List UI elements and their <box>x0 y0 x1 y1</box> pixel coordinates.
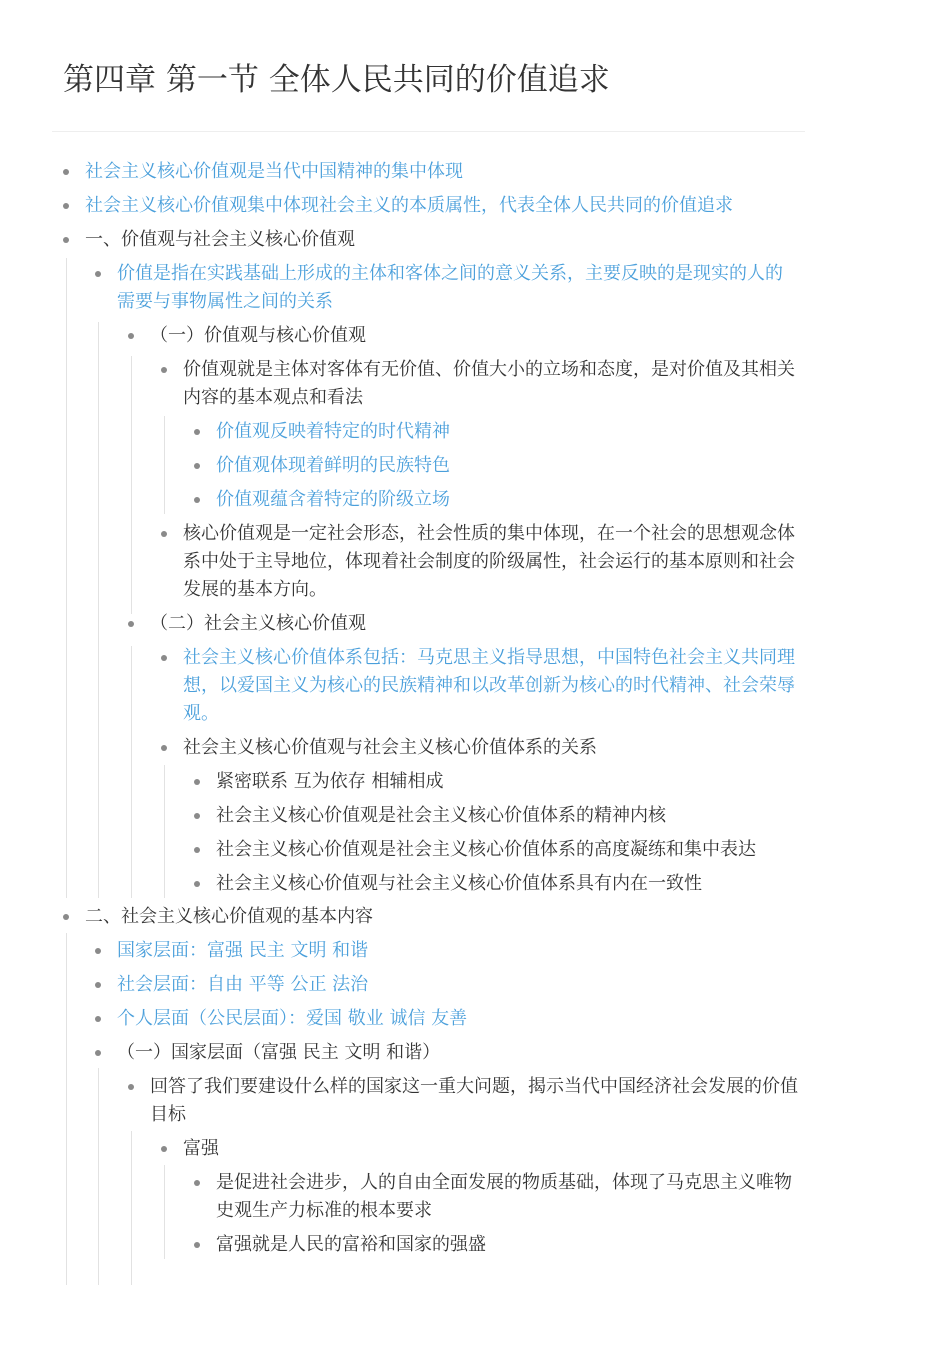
tree-guide-line <box>66 258 67 898</box>
bullet-dot <box>161 1146 167 1152</box>
tree-guide-line <box>164 765 165 898</box>
bullet-dot <box>128 333 134 339</box>
bullet-dot <box>161 367 167 373</box>
bullet-dot <box>161 655 167 661</box>
list-item[interactable]: 社会主义核心价值观集中体现社会主义的本质属性，代表全体人民共同的价值追求 <box>85 195 733 216</box>
list-item[interactable]: 社会主义核心价值观与社会主义核心价值体系的关系 <box>183 737 597 758</box>
bullet-dot <box>194 497 200 503</box>
tree-guide-line <box>131 356 132 614</box>
list-item[interactable]: 是促进社会进步，人的自由全面发展的物质基础，体现了马克思主义唯物史观生产力标准的根本要求 <box>216 1172 792 1221</box>
list-item[interactable]: 价值观就是主体对客体有无价值、价值大小的立场和态度，是对价值及其相关内容的基本观点和看法 <box>183 359 795 408</box>
tree-guide-line <box>164 416 165 514</box>
bullet-dot <box>95 1050 101 1056</box>
bullet-dot <box>194 779 200 785</box>
bullet-dot <box>194 1242 200 1248</box>
list-item[interactable]: 核心价值观是一定社会形态，社会性质的集中体现，在一个社会的思想观念体系中处于主导地位，体现着社会制度的阶级属性，社会运行的基本原则和社会发展的基本方向。 <box>183 523 795 600</box>
bullet-dot <box>63 169 69 175</box>
bullet-dot <box>161 531 167 537</box>
bullet-dot <box>95 982 101 988</box>
bullet-dot <box>95 271 101 277</box>
list-item[interactable]: 紧密联系 互为依存 相辅相成 <box>216 771 444 792</box>
list-item[interactable]: 社会层面：自由 平等 公正 法治 <box>117 974 369 995</box>
tree-guide-line <box>98 322 99 898</box>
list-item[interactable]: 价值是指在实践基础上形成的主体和客体之间的意义关系，主要反映的是现实的人的需要与事物属性之间的关系 <box>117 263 783 312</box>
tree-guide-line <box>131 1131 132 1285</box>
list-item[interactable]: 社会主义核心价值体系包括：马克思主义指导思想，中国特色社会主义共同理想，以爱国主义为核心的民族精神和以改革创新为核心的时代精神、社会荣辱观。 <box>183 647 795 724</box>
list-item[interactable]: 价值观反映着特定的时代精神 <box>216 421 450 442</box>
title-divider <box>52 131 805 132</box>
bullet-dot <box>95 1016 101 1022</box>
list-item[interactable]: 价值观体现着鲜明的民族特色 <box>216 455 450 476</box>
page-title: 第四章 第一节 全体人民共同的价值追求 <box>63 62 610 98</box>
tree-guide-line <box>66 933 67 1285</box>
bullet-dot <box>194 463 200 469</box>
list-item[interactable]: （一）价值观与核心价值观 <box>150 325 366 346</box>
bullet-dot <box>194 813 200 819</box>
bullet-dot <box>128 1084 134 1090</box>
bullet-dot <box>194 881 200 887</box>
list-item[interactable]: 一、价值观与社会主义核心价值观 <box>85 229 355 250</box>
bullet-dot <box>194 1180 200 1186</box>
list-item[interactable]: 价值观蕴含着特定的阶级立场 <box>216 489 450 510</box>
tree-guide-line <box>131 646 132 898</box>
list-item[interactable]: 回答了我们要建设什么样的国家这一重大问题，揭示当代中国经济社会发展的价值目标 <box>150 1076 798 1125</box>
tree-guide-line <box>164 1165 165 1259</box>
bullet-dot <box>128 621 134 627</box>
bullet-dot <box>194 429 200 435</box>
bullet-dot <box>63 237 69 243</box>
list-item[interactable]: 社会主义核心价值观是社会主义核心价值体系的高度凝练和集中表达 <box>216 839 756 860</box>
list-item[interactable]: （二）社会主义核心价值观 <box>150 613 366 634</box>
list-item[interactable]: 富强 <box>183 1138 219 1159</box>
list-item[interactable]: （一）国家层面（富强 民主 文明 和谐） <box>117 1042 441 1063</box>
list-item[interactable]: 二、社会主义核心价值观的基本内容 <box>85 906 373 927</box>
list-item[interactable]: 个人层面（公民层面）：爱国 敬业 诚信 友善 <box>117 1008 468 1029</box>
bullet-dot <box>63 203 69 209</box>
tree-guide-line <box>98 1068 99 1285</box>
bullet-dot <box>63 914 69 920</box>
list-item[interactable]: 国家层面：富强 民主 文明 和谐 <box>117 940 369 961</box>
list-item[interactable]: 富强就是人民的富裕和国家的强盛 <box>216 1234 486 1255</box>
bullet-dot <box>194 847 200 853</box>
bullet-dot <box>161 745 167 751</box>
bullet-dot <box>95 948 101 954</box>
list-item[interactable]: 社会主义核心价值观是社会主义核心价值体系的精神内核 <box>216 805 666 826</box>
list-item[interactable]: 社会主义核心价值观与社会主义核心价值体系具有内在一致性 <box>216 873 702 894</box>
list-item[interactable]: 社会主义核心价值观是当代中国精神的集中体现 <box>85 161 463 182</box>
